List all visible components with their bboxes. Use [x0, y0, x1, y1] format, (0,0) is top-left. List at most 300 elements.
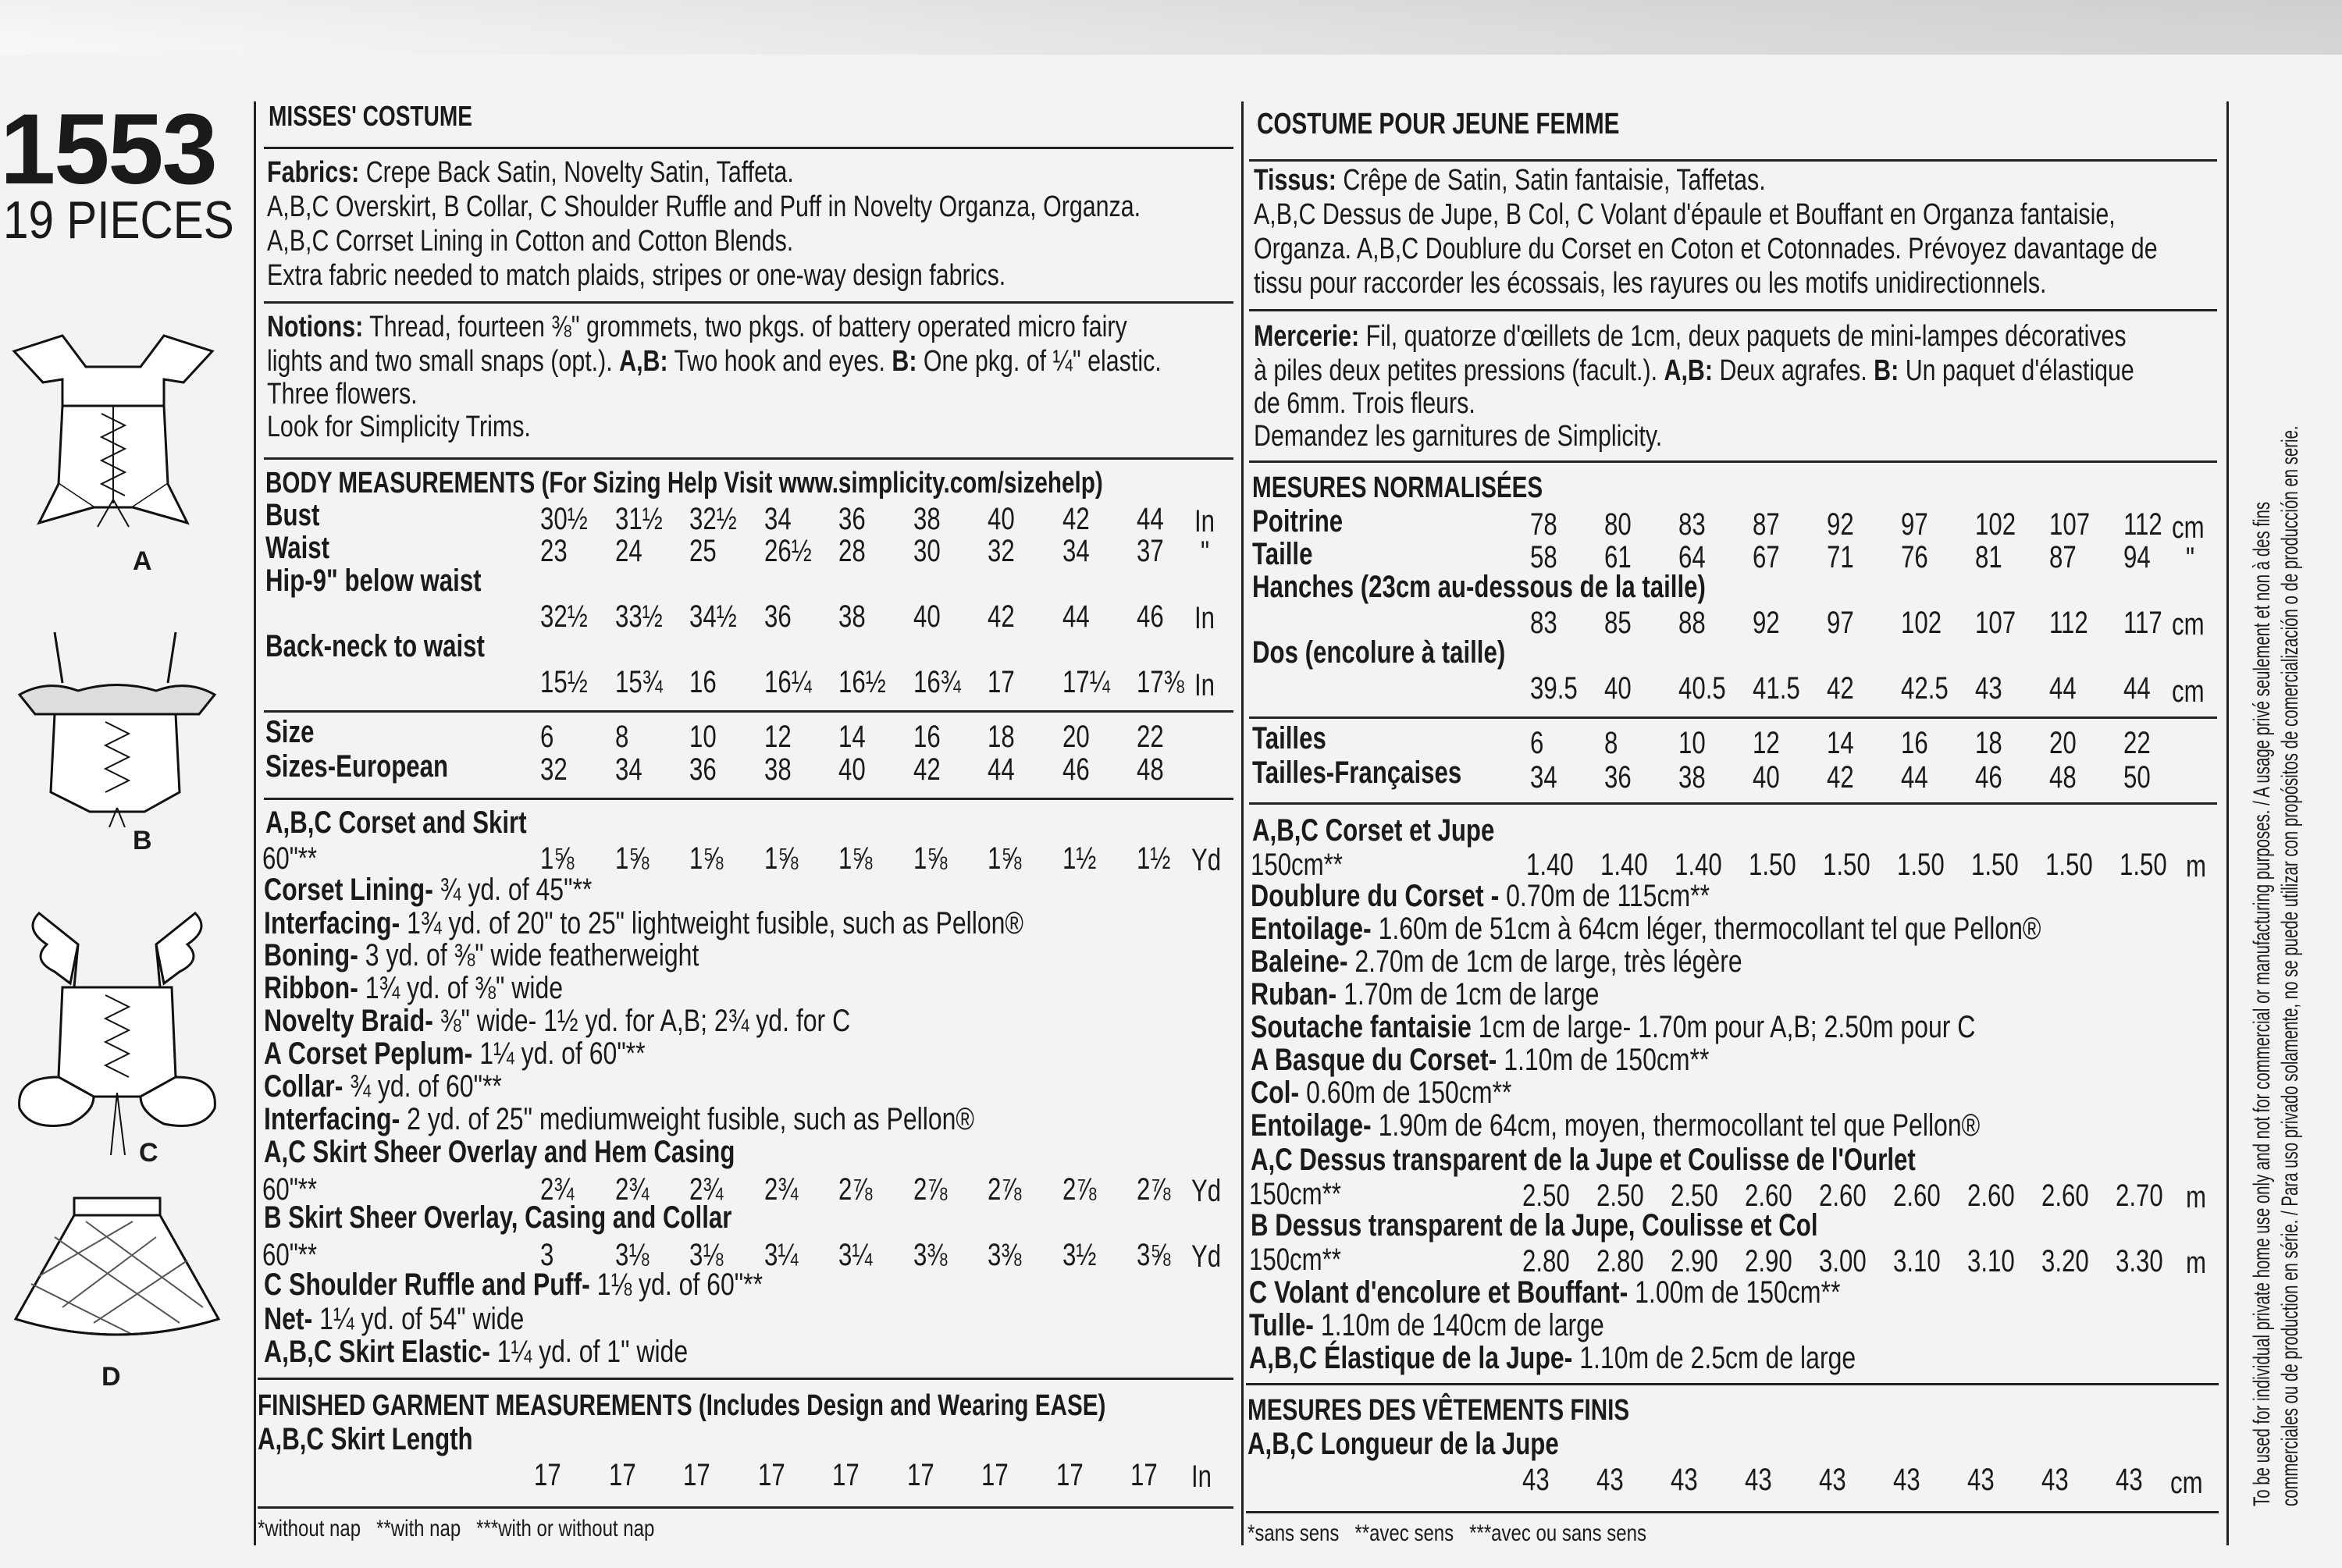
fr-hip-row-cell: 107	[1975, 606, 2016, 640]
fr-waist-row-cell: 61	[1604, 540, 1632, 574]
en-b-row-cell: 3⅝	[1137, 1238, 1171, 1272]
fr-footnote: *sans sens **avec sens ***avec ou sans sens	[1248, 1520, 1646, 1546]
fr-euro-label: Tailles-Françaises	[1252, 756, 1462, 790]
en-b-row-cell: 3¼	[838, 1238, 873, 1272]
en-back-row-cell: 16¼	[763, 665, 812, 699]
en-hip-row-cell: 32½	[540, 599, 588, 634]
en-finished-row-cell: 17	[534, 1458, 561, 1492]
fr-bust-row-cell: 107	[2049, 507, 2091, 542]
fr-col	[1251, 1077, 1511, 1108]
en-ac-row-cell: 2⅞	[838, 1172, 873, 1207]
en-notions-l2c: Two hook and eyes.	[674, 345, 885, 378]
en-abc-title: A,B,C Corset and Skirt	[265, 805, 527, 840]
en-finished-row-cell: 17	[906, 1458, 934, 1492]
en-finished-row-cell: 17	[683, 1458, 710, 1492]
fr-doublure	[1251, 880, 1710, 912]
fr-mercerie-l1	[1254, 322, 2127, 351]
fr-b-title: B Dessus transparent de la Jupe, Coulisse et Col	[1251, 1208, 1818, 1243]
en-net-value: 1¼ yd. of 54" wide	[319, 1302, 525, 1336]
en-notions-l4: Look for Simplicity Trims.	[267, 411, 531, 443]
en-collar-value: ¾ yd. of 60"**	[350, 1069, 502, 1104]
en-waist-row-cell: 28	[838, 534, 866, 568]
rule-fr-tissus	[1249, 309, 2217, 311]
en-size-row-cell: 16	[913, 720, 941, 754]
en-collar	[264, 1071, 502, 1102]
fr-col-value: 0.60m de 150cm**	[1306, 1076, 1512, 1110]
en-interfacing2-value: 2 yd. of 25" mediumweight fusible, such as Pellon®	[407, 1102, 975, 1136]
en-hip-row-cell: 40	[913, 599, 941, 634]
en-braid	[264, 1005, 850, 1036]
en-notions-l2e: One pkg. of ¼" elastic.	[923, 345, 1162, 378]
fr-back-row-cell: 42.5	[1901, 671, 1949, 706]
fr-finished-row-cell: 43	[1819, 1463, 1846, 1497]
fr-ac-width: 150cm**	[1249, 1177, 1341, 1211]
en-bust-row-cell: 32½	[689, 502, 737, 536]
fr-baleine	[1251, 946, 1742, 977]
fr-back-row-cell: 42	[1827, 671, 1854, 706]
en-b-row-cell: 3⅛	[689, 1238, 724, 1272]
en-finished-row-cell: 17	[1055, 1458, 1084, 1492]
en-finished-row-cell: 17	[757, 1458, 785, 1492]
fr-back-unit: cm	[2172, 674, 2205, 709]
rule-center-column	[1241, 101, 1244, 1545]
en-size-row-cell: 20	[1062, 720, 1090, 754]
fr-finished-row-cell: 43	[2041, 1463, 2069, 1497]
en-euro-row-cell: 38	[763, 752, 792, 787]
en-braid-value: ⅜" wide- 1½ yd. for A,B; 2¾ yd. for C	[440, 1004, 851, 1038]
en-waist-label: Waist	[265, 531, 330, 565]
fr-entoilage	[1251, 913, 2041, 944]
fr-bust-row-cell: 102	[1975, 507, 2016, 542]
en-fabrics-label: Fabrics:	[267, 156, 360, 189]
fr-abc-row-cell: 1.50	[1749, 848, 1796, 882]
page-top-band	[0, 0, 2342, 55]
en-ruffle-label: C Shoulder Ruffle and Puff-	[264, 1268, 590, 1302]
en-b-unit: Yd	[1191, 1239, 1222, 1274]
en-waist-row-cell: 37	[1137, 534, 1164, 568]
fr-b-row-cell: 2.80	[1596, 1244, 1644, 1278]
fr-soutache	[1251, 1012, 1975, 1043]
fr-waist-row-cell: 81	[1975, 540, 2002, 574]
fr-elastique-label: A,B,C Élastique de la Jupe-	[1249, 1341, 1573, 1375]
en-waist-row-cell: 26½	[763, 534, 812, 568]
en-back-row-cell: 15¾	[614, 665, 663, 699]
fr-bust-row-cell: 80	[1604, 507, 1632, 542]
view-label-c: C	[139, 1138, 158, 1168]
en-notions-l2a: lights and two small snaps (opt.).	[267, 345, 613, 378]
fr-waist-row-cell: 67	[1753, 540, 1780, 574]
en-bust-unit: In	[1194, 504, 1215, 539]
en-hip-unit: In	[1194, 601, 1215, 635]
en-ac-row-cell: 2⅞	[1137, 1172, 1171, 1207]
fr-b-row-cell: 3.00	[1819, 1244, 1867, 1278]
fr-bust-row-cell: 97	[1901, 507, 1928, 542]
en-interfacing	[264, 908, 1023, 939]
en-elastic	[264, 1336, 688, 1367]
en-notions-text: Thread, fourteen ⅜" grommets, two pkgs. of battery operated micro fairy	[369, 311, 1127, 343]
fr-back-row-cell: 40.5	[1678, 671, 1726, 706]
en-notions-label: Notions:	[267, 311, 364, 343]
fr-ruban-label: Ruban-	[1251, 977, 1337, 1012]
en-waist-unit: "	[1201, 535, 1210, 570]
en-size-row-cell: 8	[614, 720, 628, 754]
view-label-a: A	[133, 546, 152, 576]
fr-bust-label: Poitrine	[1252, 504, 1344, 539]
rule-en-title	[264, 147, 1233, 149]
fr-euro-row-cell: 34	[1530, 760, 1557, 795]
fr-b-unit: m	[2186, 1246, 2206, 1280]
fr-basque	[1251, 1044, 1709, 1076]
fr-waist-label: Taille	[1252, 537, 1313, 571]
fr-hip-row-cell: 102	[1901, 606, 1942, 640]
fr-waist-row-cell: 76	[1901, 540, 1928, 574]
fr-mercerie-l4: Demandez les garnitures de Simplicity.	[1254, 420, 1663, 453]
fr-b-row-cell: 3.20	[2041, 1244, 2089, 1278]
fr-entoilage-value: 1.60m de 51cm à 64cm léger, thermocollant tel que Pellon®	[1378, 912, 2041, 946]
en-b-row-cell: 3½	[1062, 1238, 1096, 1272]
fr-bust-unit: cm	[2172, 510, 2205, 545]
rule-fr-mercerie	[1249, 460, 2217, 463]
en-interfacing2	[264, 1104, 974, 1135]
fr-tulle	[1249, 1310, 1604, 1341]
fr-soutache-value: 1cm de large- 1.70m pour A,B; 2.50m pour C	[1478, 1010, 1976, 1044]
fr-bust-row-cell: 78	[1530, 507, 1557, 542]
fr-size-row-cell: 8	[1604, 726, 1618, 760]
fr-euro-row-cell: 50	[2123, 760, 2151, 795]
en-finished-row-cell: 17	[832, 1458, 860, 1492]
en-abc-row-cell: 1⅝	[689, 841, 724, 876]
fr-tissus-text: Crêpe de Satin, Satin fantaisie, Taffetas.	[1343, 164, 1766, 197]
fr-abc-row-cell: 1.40	[1526, 848, 1574, 882]
en-euro-row-cell: 36	[689, 752, 717, 787]
en-bust-row-cell: 44	[1137, 502, 1164, 536]
fr-back-label: Dos (encolure à taille)	[1252, 635, 1506, 670]
en-hip-row-cell: 34½	[689, 599, 737, 634]
fr-entoilage2	[1251, 1110, 1980, 1141]
fr-ac-row-cell: 2.60	[1745, 1179, 1792, 1213]
fr-volant-value: 1.00m de 150cm**	[1635, 1275, 1841, 1310]
en-ac-unit: Yd	[1191, 1174, 1222, 1208]
fr-size-row-cell: 6	[1530, 726, 1544, 760]
fr-volant	[1249, 1277, 1840, 1308]
rule-fr-body	[1249, 716, 2217, 719]
fr-euro-row-cell: 40	[1753, 760, 1780, 795]
en-back-row-cell: 16½	[838, 665, 886, 699]
fr-back-row-cell: 39.5	[1530, 671, 1578, 706]
en-lining-value: ¾ yd. of 45"**	[440, 873, 593, 907]
en-lining-label: Corset Lining-	[264, 873, 433, 907]
fr-size-row-cell: 22	[2123, 726, 2151, 760]
fr-b-row-cell: 3.10	[1893, 1244, 1941, 1278]
en-body-title: BODY MEASUREMENTS (For Sizing Help Visit www.simplicity.com/sizehelp)	[265, 467, 1103, 500]
en-bust-row-cell: 31½	[614, 502, 663, 536]
fr-b-row-cell: 3.30	[2116, 1244, 2163, 1278]
fr-volant-label: C Volant d'encolure et Bouffant-	[1249, 1275, 1628, 1310]
en-ac-row-cell: 2¾	[689, 1172, 724, 1207]
en-size-row-cell: 18	[988, 720, 1015, 754]
en-back-unit: In	[1194, 668, 1215, 702]
en-fabrics-l3: A,B,C Corrset Lining in Cotton and Cotton Blends.	[267, 225, 794, 258]
skirt-view-d	[8, 1190, 226, 1354]
fr-abc-row-cell: 1.50	[2045, 848, 2093, 882]
fr-size-row-cell: 10	[1678, 726, 1706, 760]
fr-abc-unit: m	[2186, 849, 2206, 884]
fr-abc-width: 150cm**	[1251, 848, 1343, 882]
en-euro-row-cell: 46	[1062, 752, 1090, 787]
en-b-row-cell: 3⅜	[913, 1238, 947, 1272]
fr-size-row-cell: 12	[1753, 726, 1780, 760]
en-ruffle-value: 1⅛ yd. of 60"**	[596, 1268, 763, 1302]
en-ac-row-cell: 2⅞	[988, 1172, 1022, 1207]
en-abc-row-cell: 1⅝	[838, 841, 873, 876]
usage-notice-line-1: To be used for individual private home use only and not for commercial or manufacturing purposes. / A usage privé seulement et non à des fins	[2249, 501, 2275, 1506]
en-interfacing2-label: Interfacing-	[264, 1102, 400, 1136]
fr-waist-row-cell: 87	[2049, 540, 2077, 574]
en-notions-l2	[267, 347, 1162, 376]
en-net	[264, 1303, 524, 1335]
fr-abc-row-cell: 1.50	[1897, 848, 1945, 882]
en-waist-row-cell: 30	[913, 534, 941, 568]
en-waist-row-cell: 34	[1062, 534, 1090, 568]
fr-mercerie-text: Fil, quatorze d'œillets de 1cm, deux paquets de mini-lampes décoratives	[1365, 320, 2127, 353]
fr-hip-label: Hanches (23cm au-dessous de la taille)	[1252, 570, 1706, 604]
fr-finished-unit: cm	[2170, 1466, 2203, 1500]
rule-en-notions	[264, 457, 1233, 460]
fr-body-title: MESURES NORMALISÉES	[1252, 471, 1543, 504]
usage-notice-line-2: commerciales ou de production en série. / Para uso privado solamente, no se puede utilizar con propósitos de comercialización o de producción en serie.	[2277, 425, 2303, 1506]
rule-en-size	[264, 798, 1233, 800]
rule-en-yardage	[258, 1378, 1233, 1380]
fr-mercerie-l2b: A,B:	[1664, 354, 1713, 387]
en-ac-row-cell: 2⅞	[1062, 1172, 1096, 1207]
en-b-row-cell: 3⅜	[988, 1238, 1022, 1272]
en-euro-row-cell: 40	[838, 752, 866, 787]
fr-back-row-cell: 44	[2049, 671, 2077, 706]
en-back-row-cell: 17¼	[1062, 665, 1110, 699]
usage-notice	[2248, 86, 2305, 1506]
fr-tissus-l4: tissu pour raccorder les écossais, les rayures ou les motifs unidirectionnels.	[1254, 267, 2047, 300]
fr-ac-row-cell: 2.50	[1522, 1179, 1570, 1213]
en-size-row-cell: 10	[689, 720, 717, 754]
en-abc-row-cell: 1½	[1137, 841, 1171, 876]
en-b-row-cell: 3	[540, 1238, 554, 1272]
french-title: COSTUME POUR JEUNE FEMME	[1257, 108, 1620, 140]
en-boning-label: Boning-	[264, 938, 358, 972]
en-finished-row-cell: 17	[608, 1458, 636, 1492]
en-braid-label: Novelty Braid-	[264, 1004, 433, 1038]
fr-abc-title: A,B,C Corset et Jupe	[1252, 813, 1495, 848]
fr-finished-label: A,B,C Longueur de la Jupe	[1248, 1427, 1559, 1461]
en-elastic-value: 1¼ yd. of 1" wide	[497, 1335, 689, 1369]
fr-finished-row-cell: 43	[1522, 1463, 1550, 1497]
fr-hip-row-cell: 92	[1753, 606, 1780, 640]
en-peplum-value: 1¼ yd. of 60"**	[479, 1036, 646, 1071]
fr-hip-row-cell: 112	[2049, 606, 2088, 640]
en-footnote: *without nap **with nap ***with or without nap	[258, 1516, 655, 1541]
rule-en-fabrics	[264, 301, 1233, 304]
fr-mercerie-l2e: Un paquet d'élastique	[1905, 354, 2134, 387]
fr-ac-row-cell: 2.60	[1819, 1179, 1867, 1213]
fr-abc-row-cell: 1.40	[1675, 848, 1722, 882]
en-bust-row-cell: 36	[838, 502, 866, 536]
fr-tissus-l2: A,B,C Dessus de Jupe, B Col, C Volant d'épaule et Bouffant en Organza fantaisie,	[1254, 198, 2116, 231]
en-fabrics-l2: A,B,C Overskirt, B Collar, C Shoulder Ruffle and Puff in Novelty Organza, Organza.	[267, 190, 1141, 223]
en-collar-label: Collar-	[264, 1069, 343, 1104]
fr-finished-row-cell: 43	[1745, 1463, 1772, 1497]
fr-mercerie-l2d: B:	[1874, 354, 1899, 387]
rule-fr-finished	[1246, 1511, 2219, 1513]
en-fabrics-l4: Extra fabric needed to match plaids, stripes or one-way design fabrics.	[267, 259, 1006, 292]
en-finished-label: A,B,C Skirt Length	[258, 1422, 473, 1456]
en-finished-row-cell: 17	[1130, 1458, 1158, 1492]
en-ribbon-value: 1¾ yd. of ⅜" wide	[365, 971, 564, 1005]
en-peplum-label: A Corset Peplum-	[264, 1036, 473, 1071]
en-notions-l2d: B:	[892, 345, 917, 378]
en-waist-row-cell: 24	[614, 534, 642, 568]
fr-tissus-label: Tissus:	[1254, 164, 1337, 197]
fr-size-row-cell: 18	[1975, 726, 2002, 760]
en-abc-row-cell: 1⅝	[913, 841, 947, 876]
fr-basque-label: A Basque du Corset-	[1251, 1043, 1497, 1077]
rule-en-finished	[258, 1506, 1233, 1509]
fr-entoilage-label: Entoilage-	[1251, 912, 1372, 946]
fr-bust-row-cell: 112	[2123, 507, 2162, 542]
fr-bust-row-cell: 87	[1753, 507, 1780, 542]
en-interfacing-value: 1¾ yd. of 20" to 25" lightweight fusible, such as Pellon®	[407, 906, 1024, 940]
rule-left-column	[254, 101, 256, 1545]
fr-finished-row-cell: 43	[1893, 1463, 1920, 1497]
en-abc-row-cell: 1½	[1062, 841, 1096, 876]
en-finished-row-cell: 17	[981, 1458, 1009, 1492]
en-boning-value: 3 yd. of ⅜" wide featherweight	[365, 938, 699, 972]
en-waist-row-cell: 25	[689, 534, 717, 568]
en-back-row-cell: 15½	[540, 665, 588, 699]
fr-hip-row-cell: 88	[1678, 606, 1706, 640]
fr-b-row-cell: 2.80	[1522, 1244, 1570, 1278]
en-back-row-cell: 17⅜	[1137, 665, 1184, 699]
fr-euro-row-cell: 44	[1901, 760, 1928, 795]
rule-right-column	[2226, 101, 2229, 1545]
fr-tulle-label: Tulle-	[1249, 1308, 1314, 1342]
fr-ac-row-cell: 2.60	[2041, 1179, 2089, 1213]
corset-view-b	[16, 624, 219, 827]
fr-mercerie-label: Mercerie:	[1254, 320, 1360, 353]
fr-abc-row-cell: 1.50	[1823, 848, 1870, 882]
fr-waist-row-cell: 94	[2123, 540, 2151, 574]
fr-mercerie-l2a: à piles deux petites pressions (facult.).	[1254, 354, 1658, 387]
en-notions-l3: Three flowers.	[267, 378, 418, 411]
fr-hip-row-cell: 117	[2123, 606, 2162, 640]
fr-euro-row-cell: 36	[1604, 760, 1632, 795]
en-ac-row-cell: 2¾	[614, 1172, 649, 1207]
fr-waist-row-cell: 71	[1827, 540, 1854, 574]
corset-view-a	[8, 328, 219, 539]
fr-finished-title: MESURES DES VÊTEMENTS FINIS	[1248, 1394, 1630, 1427]
en-euro-row-cell: 48	[1137, 752, 1164, 787]
english-title: MISSES' COSTUME	[269, 100, 472, 132]
fr-baleine-value: 2.70m de 1cm de large, très légère	[1354, 944, 1742, 979]
fr-mercerie-l2c: Deux agrafes.	[1719, 354, 1867, 387]
fr-waist-row-cell: 64	[1678, 540, 1706, 574]
fr-euro-row-cell: 42	[1827, 760, 1854, 795]
fr-euro-row-cell: 48	[2049, 760, 2077, 795]
fr-euro-row-cell: 38	[1678, 760, 1706, 795]
en-net-label: Net-	[264, 1302, 313, 1336]
en-boning	[264, 940, 699, 971]
en-size-label: Size	[265, 715, 315, 749]
en-hip-row-cell: 46	[1137, 599, 1164, 634]
fr-tulle-value: 1.10m de 140cm de large	[1320, 1308, 1604, 1342]
en-ac-row-cell: 2¾	[540, 1172, 575, 1207]
fr-abc-row-cell: 1.50	[2120, 848, 2167, 882]
en-ac-row-cell: 2⅞	[913, 1172, 947, 1207]
fr-ac-title: A,C Dessus transparent de la Jupe et Coulisse de l'Ourlet	[1251, 1143, 1916, 1177]
en-euro-row-cell: 32	[540, 752, 568, 787]
en-waist-row-cell: 23	[540, 534, 568, 568]
view-label-b: B	[133, 826, 152, 855]
fr-size-row-cell: 20	[2049, 726, 2077, 760]
en-ac-width: 60"**	[262, 1172, 318, 1207]
view-label-d: D	[101, 1362, 121, 1392]
en-bust-row-cell: 38	[913, 502, 941, 536]
corset-view-c	[8, 898, 226, 1163]
en-bust-label: Bust	[265, 498, 320, 532]
en-size-row-cell: 22	[1137, 720, 1164, 754]
fr-basque-value: 1.10m de 150cm**	[1504, 1043, 1710, 1077]
fr-col-label: Col-	[1251, 1076, 1300, 1110]
fr-finished-row-cell: 43	[1967, 1463, 1995, 1497]
en-ac-row-cell: 2¾	[763, 1172, 798, 1207]
fr-ac-row-cell: 2.50	[1596, 1179, 1644, 1213]
en-finished-title: FINISHED GARMENT MEASUREMENTS (Includes Design and Wearing EASE)	[258, 1389, 1106, 1422]
en-elastic-label: A,B,C Skirt Elastic-	[264, 1335, 490, 1369]
en-abc-row-cell: 1⅝	[988, 841, 1022, 876]
en-abc-row-cell: 1⅝	[614, 841, 649, 876]
en-euro-label: Sizes-European	[265, 749, 449, 784]
en-hip-row-cell: 44	[1062, 599, 1090, 634]
en-hip-row-cell: 38	[838, 599, 866, 634]
en-hip-label: Hip-9" below waist	[265, 564, 482, 598]
rule-fr-size	[1249, 802, 2217, 805]
en-size-row-cell: 12	[763, 720, 792, 754]
fr-abc-row-cell: 1.40	[1600, 848, 1648, 882]
rule-fr-yardage	[1246, 1383, 2219, 1385]
fr-back-row-cell: 43	[1975, 671, 2002, 706]
fr-hip-row-cell: 83	[1530, 606, 1557, 640]
fr-ac-row-cell: 2.50	[1671, 1179, 1718, 1213]
en-bust-row-cell: 30½	[540, 502, 588, 536]
fr-waist-row-cell: 58	[1530, 540, 1557, 574]
en-fabrics-text: Crepe Back Satin, Novelty Satin, Taffeta.	[365, 156, 794, 189]
en-back-row-cell: 16	[689, 665, 717, 699]
en-abc-row-cell: 1⅝	[540, 841, 575, 876]
fr-finished-row-cell: 43	[1671, 1463, 1698, 1497]
rule-en-body	[264, 710, 1233, 713]
en-ribbon	[264, 972, 563, 1004]
fr-tissus-l1	[1254, 165, 1766, 195]
fr-doublure-label: Doublure du Corset -	[1251, 879, 1500, 913]
fr-doublure-value: 0.70m de 115cm**	[1506, 879, 1710, 913]
fr-entoilage2-label: Entoilage-	[1251, 1108, 1372, 1143]
en-abc-row-cell: 1⅝	[763, 841, 798, 876]
en-ac-title: A,C Skirt Sheer Overlay and Hem Casing	[264, 1135, 735, 1169]
en-ribbon-label: Ribbon-	[264, 971, 358, 1005]
fr-hip-unit: cm	[2172, 607, 2205, 642]
en-interfacing-label: Interfacing-	[264, 906, 400, 940]
en-peplum	[264, 1038, 646, 1069]
fr-ac-row-cell: 2.60	[1893, 1179, 1941, 1213]
fr-elastique	[1249, 1342, 1856, 1374]
